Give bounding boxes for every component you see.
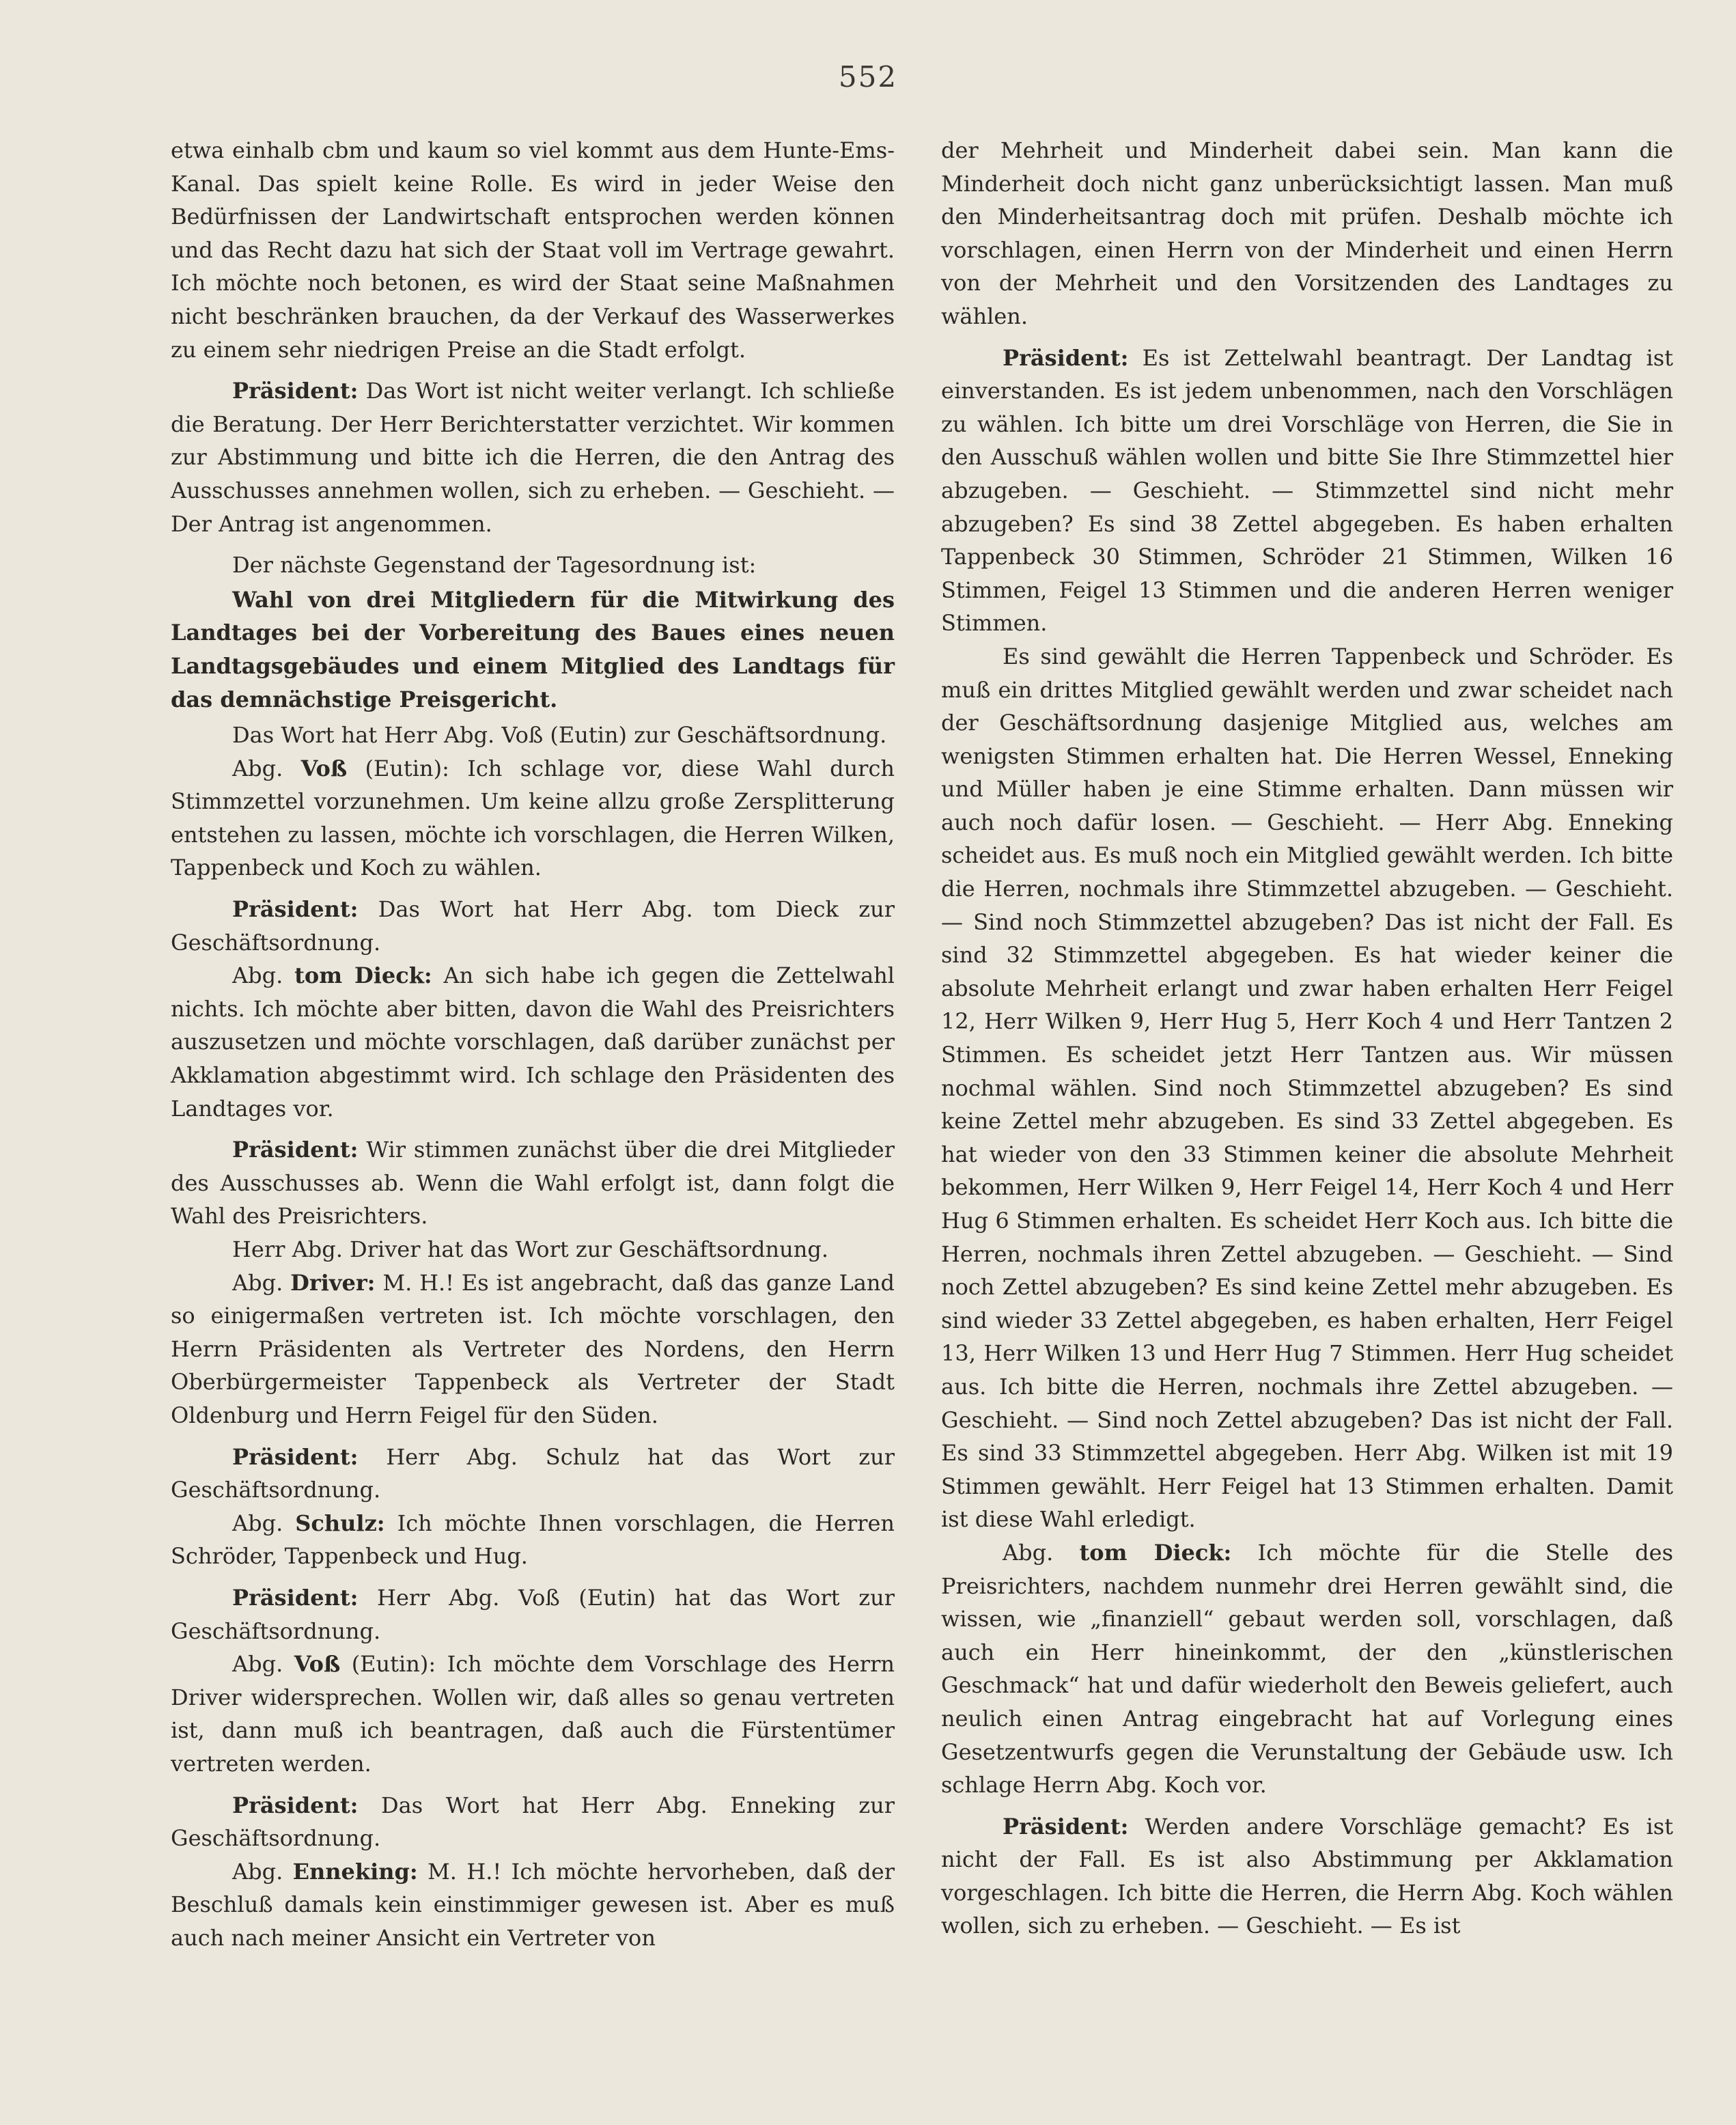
speaker-name: Präsident: xyxy=(232,1584,359,1611)
paragraph-text: M. H.! Ich möchte hervorheben, daß der Beschluß damals kein einstimmiger gewesen ist. Aber es muß auch nach meiner Ansicht ein Vertreter von xyxy=(171,1858,895,1951)
paragraph-text: Das Wort hat Herr Abg. Enneking zur Geschäftsordnung. xyxy=(171,1792,895,1852)
paragraph xyxy=(171,893,895,959)
speaker-prefix: Abg. xyxy=(232,755,301,781)
paragraph-text: Das Wort hat Herr Abg. Voß (Eutin) zur Geschäftsordnung. xyxy=(232,722,887,749)
speaker-name: Driver: xyxy=(290,1269,376,1296)
speaker-name: Präsident: xyxy=(232,1443,359,1470)
paragraph xyxy=(171,134,895,366)
paragraph xyxy=(171,719,895,752)
paragraph-text: Das Wort ist nicht weiter verlangt. Ich schließe die Beratung. Der Herr Berichterstatter verzichtet. Wir kommen zur Abstimmung und bitte ich die Herren, die den Antrag des Ausschusses annehmen wollen, sich zu erheben. — Geschieht. — Der Antrag ist angenommen. xyxy=(171,378,895,537)
paragraph xyxy=(941,640,1673,1536)
paragraph-text: Es sind gewählt die Herren Tappenbeck und Schröder. Es muß ein drittes Mitglied gewählt werden und zwar scheidet nach der Geschäftsordnung dasjenige Mitglied aus, welches am wenigsten Stimmen erhalten hat. Die Herren Wessel, Enneking und Müller haben je eine Stimme erhalten. Dann müssen wir auch noch dafür losen. — Geschieht. — Herr Abg. Enneking scheidet aus. Es muß noch ein Mitglied gewählt werden. Ich bitte die Herren, nochmals ihre Stimmzettel abzugeben. — Geschieht. — Sind noch Stimmzettel abzugeben? Das ist nicht der Fall. Es sind 32 Stimmzettel abgegeben. Es hat wieder keiner die absolute Mehrheit erlangt und zwar haben erhalten Herr Feigel 12, Herr Wilken 9, Herr Hug 5, Herr Koch 4 und Herr Tantzen 2 Stimmen. Es scheidet jetzt Herr Tantzen aus. Wir müssen nochmal wählen. Sind noch Stimmzettel abzugeben? Es sind keine Zettel mehr abzugeben. Es sind 33 Zettel abgegeben. Es hat wieder von den 33 Stimmen keiner die absolute Mehrheit bekommen, Herr Wilken 9, Herr Feigel 14, Herr Koch 4 und Herr Hug 6 Stimmen erhalten. Es scheidet Herr Koch aus. Ich bitte die Herren, nochmals ihren Zettel abzugeben. — Geschieht. — Sind noch Zettel abzugeben? Es sind keine Zettel mehr abzugeben. Es sind wieder 33 Zettel abgegeben, es haben erhalten, Herr Feigel 13, Herr Wilken 13 und Herr Hug 7 Stimmen. Herr Hug scheidet aus. Ich bitte die Herren, nochmals ihre Zettel abzugeben. — Geschieht. — Sind noch Zettel abzugeben? Das ist nicht der Fall. Es sind 33 Stimmzettel abgegeben. Herr Abg. Wilken ist mit 19 Stimmen gewählt. Herr Feigel hat 13 Stimmen erhalten. Damit ist diese Wahl erledigt. xyxy=(941,643,1673,1533)
paragraph-text: etwa einhalb cbm und kaum so viel kommt aus dem Hunte-Ems-Kanal. Das spielt keine Rolle. Es wird in jeder Weise den Bedürfnissen der Landwirtschaft entsprochen werden können und das Recht dazu hat sich der Staat voll im Vertrage gewahrt. Ich möchte noch betonen, es wird der Staat seine Maßnahmen nicht beschränken brauchen, da der Verkauf des Wasserwerkes zu einem sehr niedrigen Preise an die Stadt erfolgt. xyxy=(171,137,895,363)
speaker-name: Voß xyxy=(294,1651,341,1678)
paragraph-text: Herr Abg. Driver hat das Wort zur Geschäftsordnung. xyxy=(232,1236,829,1262)
paragraph-text: (Eutin): Ich möchte dem Vorschlage des Herrn Driver widersprechen. Wollen wir, daß alles so genau vertreten ist, dann muß ich beantragen, daß auch die Fürstentümer vertreten werden. xyxy=(171,1651,895,1777)
paragraph xyxy=(171,752,895,885)
speaker-name: Voß xyxy=(300,755,348,781)
paragraph xyxy=(171,1855,895,1955)
speaker-prefix: Abg. xyxy=(232,1651,294,1678)
speaker-name: Präsident: xyxy=(232,1792,359,1818)
paragraph xyxy=(171,1789,895,1855)
paragraph xyxy=(171,1233,895,1266)
paragraph xyxy=(171,1266,895,1432)
left-column xyxy=(171,134,895,1954)
paragraph-text: (Eutin): Ich schlage vor, diese Wahl durch Stimmzettel vorzunehmen. Um keine allzu große Zersplitterung entstehen zu lassen, möchte ich vorschlagen, die Herren Wilken, Tappenbeck und Koch zu wählen. xyxy=(171,755,895,881)
paragraph xyxy=(171,1133,895,1233)
paragraph-text: Es ist Zettelwahl beantragt. Der Landtag ist einverstanden. Es ist jedem unbenommen, nach den Vorschlägen zu wählen. Ich bitte um drei Vorschläge von Herren, die Sie in den Ausschuß wählen wollen und bitte Sie Ihre Stimmzettel hier abzugeben. — Geschieht. — Stimmzettel sind nicht mehr abzugeben? Es sind 38 Zettel abgegeben. Es haben erhalten Tappenbeck 30 Stimmen, Schröder 21 Stimmen, Wilken 16 Stimmen, Feigel 13 Stimmen und die anderen Herren weniger Stimmen. xyxy=(941,344,1673,637)
paragraph xyxy=(171,1648,895,1780)
agenda-item-title xyxy=(171,583,895,716)
paragraph xyxy=(941,342,1673,640)
paragraph xyxy=(171,1441,895,1507)
paragraph-text: M. H.! Es ist angebracht, daß das ganze Land so einigermaßen vertreten ist. Ich möchte vorschlagen, den Herrn Präsidenten als Vertreter des Nordens, den Herrn Oberbürgermeister Tappenbeck als Vertreter der Stadt Oldenburg und Herrn Feigel für den Süden. xyxy=(171,1269,895,1428)
paragraph-text: Wir stimmen zunächst über die drei Mitglieder des Ausschusses ab. Wenn die Wahl erfolgt ist, dann folgt die Wahl des Preisrichters. xyxy=(171,1137,895,1230)
paragraph xyxy=(171,1507,895,1573)
paragraph-text: Der nächste Gegenstand der Tagesordnung ist: xyxy=(232,552,757,579)
speaker-prefix: Abg. xyxy=(232,1269,291,1296)
paragraph xyxy=(941,1536,1673,1802)
paragraph-text: Werden andere Vorschläge gemacht? Es ist nicht der Fall. Es ist also Abstimmung per Akklamation vorgeschlagen. Ich bitte die Herren, die Herrn Abg. Koch wählen wollen, sich zu erheben. — Geschieht. — Es ist xyxy=(941,1813,1673,1939)
right-column xyxy=(941,134,1673,1943)
page-number: 552 xyxy=(838,60,898,94)
speaker-name: tom Dieck: xyxy=(294,962,432,989)
paragraph xyxy=(941,1810,1673,1943)
speaker-name: Präsident: xyxy=(1003,344,1129,371)
speaker-prefix: Abg. xyxy=(1003,1539,1080,1566)
speaker-name: Präsident: xyxy=(232,1137,359,1163)
speaker-name: Präsident: xyxy=(232,378,359,404)
paragraph xyxy=(171,959,895,1125)
paragraph-text: Ich möchte für die Stelle des Preisrichters, nachdem nunmehr drei Herren gewählt sind, die wissen, wie „finanziell“ gebaut werden soll, vorschlagen, daß auch ein Herr hineinkommt, der den „künstlerischen Geschmack“ hat und dafür wiederholt den Beweis geliefert, auch neulich einen Antrag eingebracht hat auf Vorlegung eines Gesetzentwurfs gegen die Verunstaltung der Gebäude usw. Ich schlage Herrn Abg. Koch vor. xyxy=(941,1539,1674,1798)
speaker-name: Präsident: xyxy=(232,896,359,923)
paragraph-text: Wahl von drei Mitgliedern für die Mitwirkung des Landtages bei der Vorbereitung des Baues eines neuen Landtagsgebäudes und einem Mitglied des Landtags für das demnächstige Preisgericht. xyxy=(171,586,895,712)
speaker-name: Präsident: xyxy=(1003,1813,1129,1839)
paragraph-text: Ich möchte Ihnen vorschlagen, die Herren Schröder, Tappenbeck und Hug. xyxy=(171,1510,895,1570)
speaker-name: Enneking: xyxy=(292,1858,418,1885)
paragraph-text: der Mehrheit und Minderheit dabei sein. Man kann die Minderheit doch nicht ganz unberücksichtigt lassen. Man muß den Minderheitsantrag doch mit prüfen. Deshalb möchte ich vorschlagen, einen Herrn von der Minderheit und einen Herrn von der Mehrheit und den Vorsitzenden des Landtages zu wählen. xyxy=(941,137,1673,329)
speaker-prefix: Abg. xyxy=(232,1510,296,1536)
paragraph xyxy=(171,374,895,540)
paragraph-text: Herr Abg. Voß (Eutin) hat das Wort zur Geschäftsordnung. xyxy=(171,1584,895,1644)
paragraph xyxy=(941,134,1673,333)
paragraph-text: Das Wort hat Herr Abg. tom Dieck zur Geschäftsordnung. xyxy=(171,896,895,956)
paragraph-text: Herr Abg. Schulz hat das Wort zur Geschäftsordnung. xyxy=(171,1443,895,1503)
speaker-name: Schulz: xyxy=(295,1510,385,1536)
speaker-name: tom Dieck: xyxy=(1079,1539,1232,1566)
paragraph-text: An sich habe ich gegen die Zettelwahl nichts. Ich möchte aber bitten, davon die Wahl des Preisrichters auszusetzen und möchte vorschlagen, daß darüber zunächst per Akklamation abgestimmt wird. Ich schlage den Präsidenten des Landtages vor. xyxy=(171,962,895,1122)
speaker-prefix: Abg. xyxy=(232,1858,293,1885)
paragraph xyxy=(171,1581,895,1648)
speaker-prefix: Abg. xyxy=(232,962,295,989)
paragraph xyxy=(171,548,895,582)
